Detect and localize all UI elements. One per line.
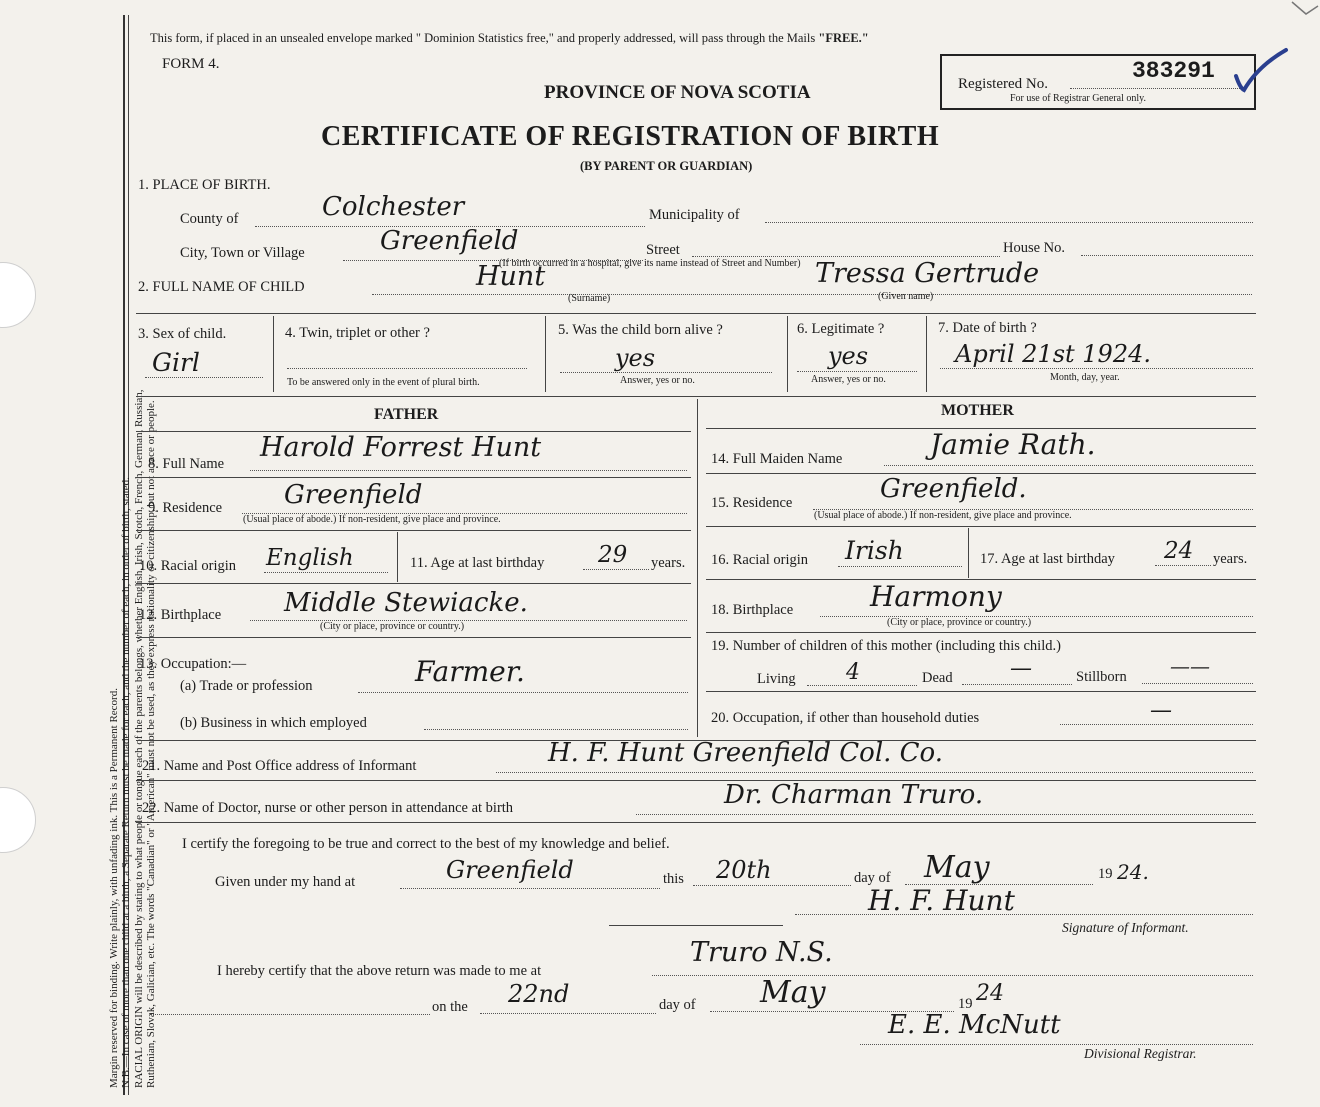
registered-box bbox=[940, 54, 1256, 110]
mother-birthplace-note: (City or place, province or country.) bbox=[887, 617, 1032, 628]
mother-race-divider bbox=[968, 528, 969, 578]
registered-dots bbox=[1070, 88, 1240, 89]
informant-signature: H. F. Hunt bbox=[868, 884, 1015, 917]
street-line bbox=[692, 256, 1000, 257]
mother-race-line bbox=[838, 566, 962, 567]
mother-children-label: 19. Number of children of this mother (including this child.) bbox=[711, 638, 1061, 654]
twin-note: To be answered only in the event of plural birth. bbox=[287, 377, 480, 388]
mother-name-value: Jamie Rath. bbox=[930, 428, 1096, 461]
mother-name-label: 14. Full Maiden Name bbox=[711, 451, 843, 467]
father-rule-1 bbox=[136, 477, 691, 478]
registrar-year-prefix: 19 bbox=[958, 996, 973, 1012]
mother-age-label: 17. Age at last birthday bbox=[980, 551, 1115, 567]
father-rule-2 bbox=[136, 530, 691, 531]
mother-occupation-dash: — bbox=[1150, 698, 1172, 723]
city-label: City, Town or Village bbox=[180, 245, 305, 261]
father-age-unit: years. bbox=[651, 555, 686, 571]
mother-rule-2 bbox=[706, 526, 1256, 527]
doctor-label: 22. Name of Doctor, nurse or other person in attendance at birth bbox=[142, 800, 514, 816]
corner-tick-mark bbox=[1290, 0, 1320, 20]
margin-line-4: Ruthenian, Slovak, Galician, etc. The words "Canadian" or "American" must not be used, as they express nationality or citizenship, but not a race or people. bbox=[144, 400, 157, 1088]
father-race-divider bbox=[397, 532, 398, 582]
father-birthplace-value: Middle Stewiacke. bbox=[284, 588, 528, 618]
registrar-place-line bbox=[652, 975, 1253, 976]
mother-age-value: 24 bbox=[1164, 538, 1194, 564]
father-trade-line bbox=[358, 692, 688, 693]
doctor-line bbox=[636, 814, 1253, 815]
alive-note: Answer, yes or no. bbox=[620, 375, 695, 386]
informant-signature-line bbox=[795, 914, 1253, 915]
father-birthplace-note: (City or place, province or country.) bbox=[320, 621, 465, 632]
father-business-label: (b) Business in which employed bbox=[180, 715, 367, 731]
registrar-signature-line bbox=[860, 1044, 1253, 1045]
dob-value: April 21st 1924. bbox=[955, 340, 1151, 368]
county-value: Colchester bbox=[322, 192, 465, 222]
father-occupation-label: 13. Occupation:— bbox=[139, 656, 247, 672]
page-subtitle: (BY PARENT OR GUARDIAN) bbox=[580, 159, 753, 173]
punch-hole-top bbox=[0, 262, 36, 328]
rule-above-doctor bbox=[136, 780, 1256, 781]
mother-heading: MOTHER bbox=[941, 402, 1014, 419]
father-residence-note: (Usual place of abode.) If non-resident, give place and province. bbox=[243, 514, 501, 525]
province-heading: PROVINCE OF NOVA SCOTIA bbox=[544, 82, 811, 103]
mother-birthplace-label: 18. Birthplace bbox=[711, 602, 794, 618]
father-race-value: English bbox=[266, 545, 354, 571]
child-surname-value: Hunt bbox=[476, 261, 546, 292]
given-place-value: Greenfield bbox=[446, 856, 574, 884]
registered-number: 383291 bbox=[1132, 58, 1215, 84]
signature-caption: Signature of Informant. bbox=[1062, 920, 1189, 935]
punch-hole-bottom bbox=[0, 787, 36, 853]
mail-notice bbox=[150, 31, 869, 46]
registrar-statement: I hereby certify that the above return was made to me at bbox=[217, 963, 542, 979]
mother-dead-value: — bbox=[1010, 656, 1032, 681]
father-race-line bbox=[264, 572, 388, 573]
margin-instructions bbox=[108, 8, 157, 1088]
cert-dayof-label: day of bbox=[854, 870, 891, 886]
mother-birthplace-value: Harmony bbox=[870, 580, 1002, 613]
sex-line bbox=[145, 377, 263, 378]
registrar-signature: E. E. McNutt bbox=[888, 1010, 1061, 1040]
father-race-label: 10. Racial origin bbox=[139, 558, 237, 574]
this-label: this bbox=[663, 871, 684, 887]
this-value: 20th bbox=[716, 856, 772, 884]
given-place-line bbox=[400, 888, 660, 889]
certify-statement: I certify the foregoing to be true and correct to the best of my knowledge and belief. bbox=[182, 836, 670, 852]
box-divider-4 bbox=[926, 316, 927, 392]
mother-residence-note: (Usual place of abode.) If non-resident, give place and province. bbox=[814, 510, 1072, 521]
twin-label: 4. Twin, triplet or other ? bbox=[285, 325, 430, 341]
rule-below-doctor bbox=[136, 822, 1256, 823]
place-of-birth-heading: 1. PLACE OF BIRTH. bbox=[138, 177, 271, 193]
father-rule-3 bbox=[136, 583, 691, 584]
alive-label: 5. Was the child born alive ? bbox=[558, 322, 723, 338]
mother-occupation-line bbox=[1060, 724, 1253, 725]
registrar-lead-line bbox=[150, 1014, 430, 1015]
mother-age-line bbox=[1155, 565, 1211, 566]
registrar-month-value: May bbox=[760, 975, 826, 1010]
father-birthplace-line bbox=[250, 620, 687, 621]
registrar-place-value: Truro N.S. bbox=[690, 937, 833, 968]
given-caption: (Given name) bbox=[878, 291, 934, 302]
father-name-label: 8. Full Name bbox=[148, 456, 225, 472]
box-divider-1 bbox=[273, 316, 274, 392]
dob-line bbox=[940, 368, 1253, 369]
mother-rule-5 bbox=[706, 691, 1256, 692]
checkmark-icon bbox=[1230, 46, 1290, 96]
mother-occupation-label: 20. Occupation, if other than household duties bbox=[711, 710, 980, 726]
cert-month-value: May bbox=[924, 850, 990, 885]
alive-line bbox=[560, 372, 772, 373]
sex-value: Girl bbox=[152, 348, 200, 377]
margin-line-3: RACIAL ORIGIN will be described by stating to what people or tongue each of the parents belongs, whether English, Irish, Scotch, French, German, Russian, bbox=[132, 389, 145, 1088]
doctor-value: Dr. Charman Truro. bbox=[724, 780, 984, 810]
mother-dead-line bbox=[962, 684, 1072, 685]
center-divider bbox=[697, 399, 698, 737]
municipality-label: Municipality of bbox=[649, 207, 740, 223]
short-rule bbox=[609, 925, 783, 926]
given-label: Given under my hand at bbox=[215, 874, 356, 890]
legitimate-label: 6. Legitimate ? bbox=[797, 321, 885, 337]
legitimate-line bbox=[797, 371, 917, 372]
informant-value: H. F. Hunt Greenfield Col. Co. bbox=[548, 738, 944, 768]
child-name-line bbox=[372, 294, 1252, 295]
father-residence-value: Greenfield bbox=[284, 480, 423, 510]
city-value: Greenfield bbox=[380, 226, 519, 256]
mother-race-label: 16. Racial origin bbox=[711, 552, 809, 568]
registrar-year-value: 24 bbox=[976, 981, 1004, 1006]
registrar-caption: Divisional Registrar. bbox=[1084, 1046, 1197, 1061]
rule-below-boxes bbox=[136, 396, 1256, 397]
legitimate-note: Answer, yes or no. bbox=[811, 374, 886, 385]
informant-line bbox=[496, 772, 1253, 773]
father-name-value: Harold Forrest Hunt bbox=[260, 432, 542, 463]
mother-stillborn-line bbox=[1142, 683, 1253, 684]
mother-living-label: Living bbox=[757, 671, 796, 687]
dob-label: 7. Date of birth ? bbox=[938, 320, 1037, 336]
father-business-line bbox=[424, 729, 688, 730]
child-name-label: 2. FULL NAME OF CHILD bbox=[138, 279, 305, 295]
mother-stillborn-value: —— bbox=[1170, 654, 1210, 678]
registered-label: Registered No. bbox=[958, 76, 1048, 92]
municipality-line bbox=[765, 222, 1253, 223]
box-divider-2 bbox=[545, 316, 546, 392]
sex-label: 3. Sex of child. bbox=[138, 326, 227, 342]
mother-living-line bbox=[807, 685, 917, 686]
mail-notice-free: "FREE." bbox=[818, 31, 869, 45]
registrar-day-line bbox=[480, 1013, 656, 1014]
mail-notice-text: This form, if placed in an unsealed envelope marked " Dominion Statistics free," and properly addressed, will pass through the Mails bbox=[150, 31, 816, 45]
hospital-note: (If birth occurred in a hospital, give its name instead of Street and Number) bbox=[499, 258, 801, 269]
surname-caption: (Surname) bbox=[568, 293, 611, 304]
child-given-value: Tressa Gertrude bbox=[815, 258, 1040, 289]
father-age-line bbox=[583, 569, 649, 570]
rule-above-boxes bbox=[136, 313, 1256, 314]
father-birthplace-label: 12. Birthplace bbox=[139, 607, 222, 623]
margin-line-1: Margin reserved for binding. Write plainly, with unfading ink. This is a Permanent Record. bbox=[108, 688, 120, 1088]
mother-residence-label: 15. Residence bbox=[711, 495, 793, 511]
informant-label: 21. Name and Post Office address of Informant bbox=[142, 758, 417, 774]
county-label: County of bbox=[180, 211, 239, 227]
legitimate-value: yes bbox=[828, 342, 869, 370]
father-rule-4 bbox=[136, 637, 691, 638]
street-label: Street bbox=[646, 242, 680, 258]
mother-dead-label: Dead bbox=[922, 670, 953, 686]
father-trade-value: Farmer. bbox=[415, 655, 525, 688]
mother-stillborn-label: Stillborn bbox=[1076, 669, 1127, 685]
mother-rule-4 bbox=[706, 632, 1256, 633]
this-line bbox=[693, 885, 851, 886]
cert-year-prefix: 19 bbox=[1098, 866, 1113, 882]
page-title: CERTIFICATE OF REGISTRATION OF BIRTH bbox=[321, 121, 940, 152]
father-residence-label: 9. Residence bbox=[148, 500, 223, 516]
box-divider-3 bbox=[787, 316, 788, 392]
registrar-on-label: on the bbox=[432, 999, 468, 1015]
cert-year-value: 24. bbox=[1117, 860, 1149, 884]
father-trade-label: (a) Trade or profession bbox=[180, 678, 313, 694]
form-number: FORM 4. bbox=[162, 56, 220, 72]
house-label: House No. bbox=[1003, 240, 1066, 256]
twin-line bbox=[287, 368, 527, 369]
mother-living-value: 4 bbox=[846, 660, 860, 685]
mother-birthplace-line bbox=[820, 616, 1253, 617]
father-age-label: 11. Age at last birthday bbox=[410, 555, 545, 571]
registrar-day-value: 22nd bbox=[508, 980, 570, 1008]
mother-race-value: Irish bbox=[845, 536, 904, 565]
father-name-line bbox=[250, 470, 687, 471]
mother-age-unit: years. bbox=[1213, 551, 1248, 567]
registrar-dayof-label: day of bbox=[659, 997, 696, 1013]
mother-residence-value: Greenfield. bbox=[880, 474, 1027, 504]
dob-note: Month, day, year. bbox=[1050, 372, 1120, 383]
father-age-value: 29 bbox=[598, 542, 628, 568]
margin-line-2: N.B.—In case of more than one child at a birth, a Separate Return must be made for each, and the number of each, in order of birth, stated. bbox=[120, 477, 133, 1088]
alive-value: yes bbox=[615, 344, 656, 372]
father-heading: FATHER bbox=[374, 406, 439, 423]
registered-note: For use of Registrar General only. bbox=[1010, 93, 1146, 104]
house-line bbox=[1081, 255, 1253, 256]
mother-name-line bbox=[884, 465, 1253, 466]
